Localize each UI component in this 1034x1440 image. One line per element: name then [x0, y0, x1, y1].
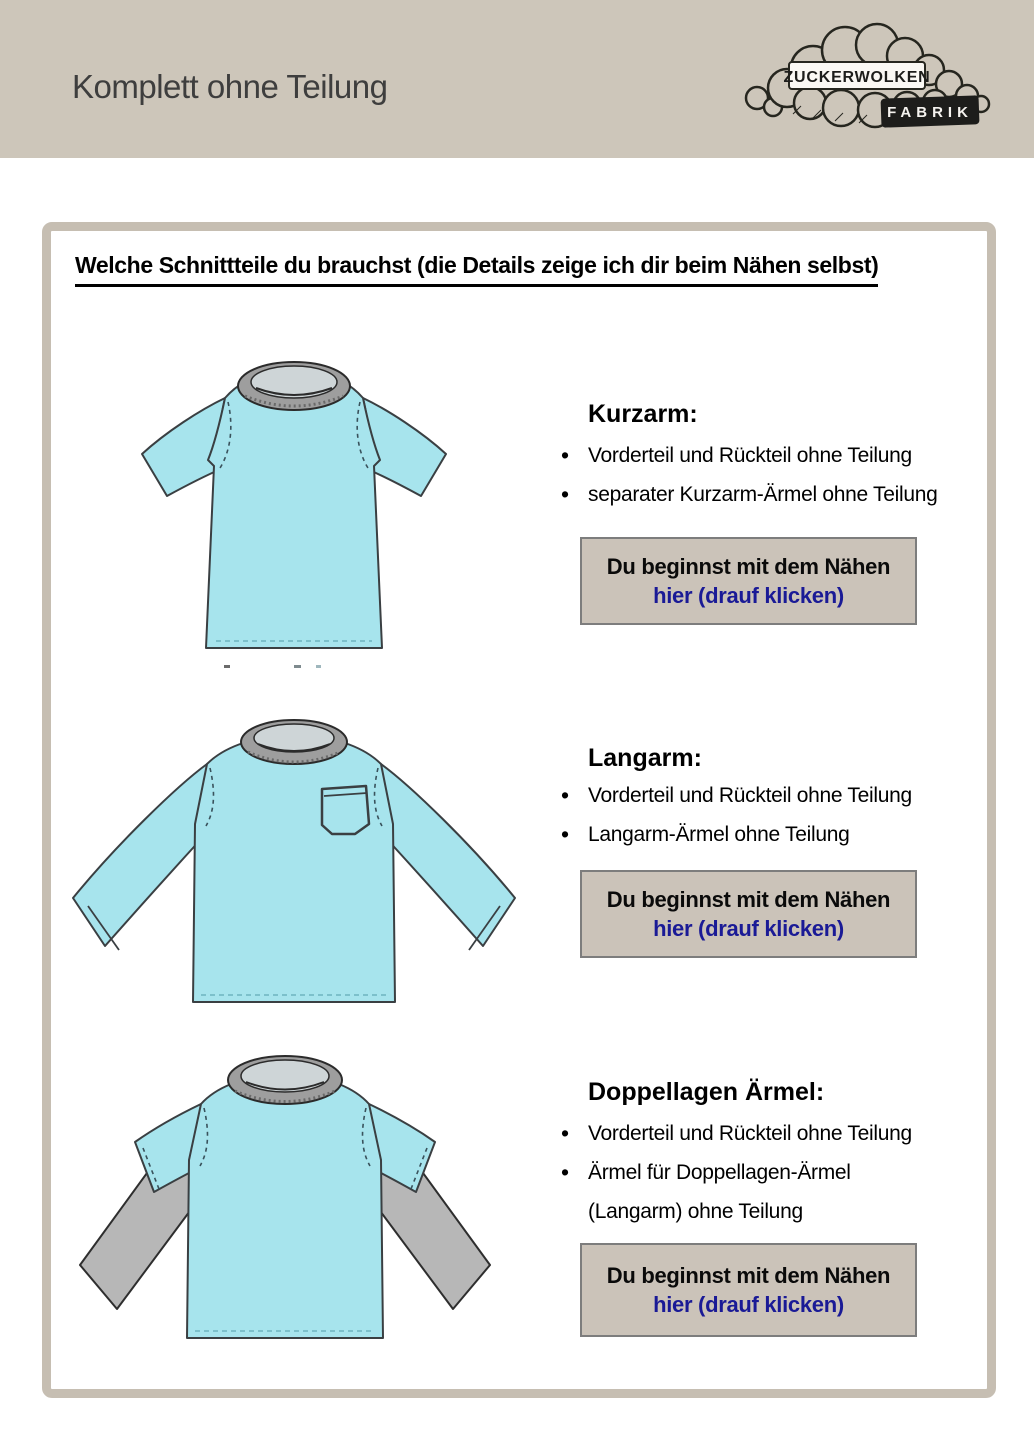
bullet-text: separater Kurzarm-Ärmel ohne Teilung: [588, 483, 938, 506]
logo-text-zuckerwolken: ZUCKERWOLKEN: [783, 69, 931, 86]
doppellagen-bullet-list: [555, 1114, 975, 1231]
bullet-item: [555, 776, 975, 815]
page-title: Komplett ohne Teilung: [72, 68, 388, 105]
langarm-bullet-list: [555, 776, 975, 854]
button-link-line2[interactable]: hier (drauf klicken): [653, 582, 844, 608]
stitch-marks: [224, 663, 324, 671]
bullet-text: Vorderteil und Rückteil ohne Teilung: [588, 1122, 912, 1145]
button-text-line1: Du beginnst mit dem Nähen: [606, 1262, 891, 1288]
tshirt-long-sleeve-with-pocket-illustration: [55, 712, 537, 1010]
zuckerwolken-fabrik-cloud-logo-icon: [735, 12, 1005, 134]
bullet-item: [555, 436, 975, 475]
tshirt-short-sleeve-illustration: [128, 346, 460, 656]
start-sewing-button-doppellagen[interactable]: [580, 1243, 917, 1337]
section-title-langarm: Langarm:: [588, 744, 702, 772]
button-text-line1: Du beginnst mit dem Nähen: [606, 553, 891, 579]
start-sewing-button-langarm[interactable]: [580, 870, 917, 958]
bullet-text: Ärmel für Doppellagen-Ärmel (Langarm) ohne Teilung: [588, 1161, 851, 1223]
section-heading: Welche Schnittteile du brauchst (die Details zeige ich dir beim Nähen selbst): [75, 252, 878, 287]
logo-text-fabrik: FABRIK: [887, 104, 973, 121]
button-link-line2[interactable]: hier (drauf klicken): [653, 915, 844, 941]
start-sewing-button-kurzarm[interactable]: [580, 537, 917, 625]
tshirt-double-layer-sleeve-illustration: [55, 1048, 515, 1340]
bullet-text: Vorderteil und Rückteil ohne Teilung: [588, 444, 912, 467]
kurzarm-bullet-list: [555, 436, 975, 514]
bullet-text: Vorderteil und Rückteil ohne Teilung: [588, 784, 912, 807]
bullet-item: [555, 1153, 975, 1231]
section-title-kurzarm: Kurzarm:: [588, 400, 698, 428]
bullet-text: Langarm-Ärmel ohne Teilung: [588, 823, 850, 846]
section-title-doppellagen: Doppellagen Ärmel:: [588, 1078, 825, 1106]
button-link-line2[interactable]: hier (drauf klicken): [653, 1291, 844, 1317]
button-text-line1: Du beginnst mit dem Nähen: [606, 886, 891, 912]
bullet-item: [555, 1114, 975, 1153]
header: [0, 0, 1034, 158]
bullet-item: [555, 815, 975, 854]
bullet-item: [555, 475, 975, 514]
